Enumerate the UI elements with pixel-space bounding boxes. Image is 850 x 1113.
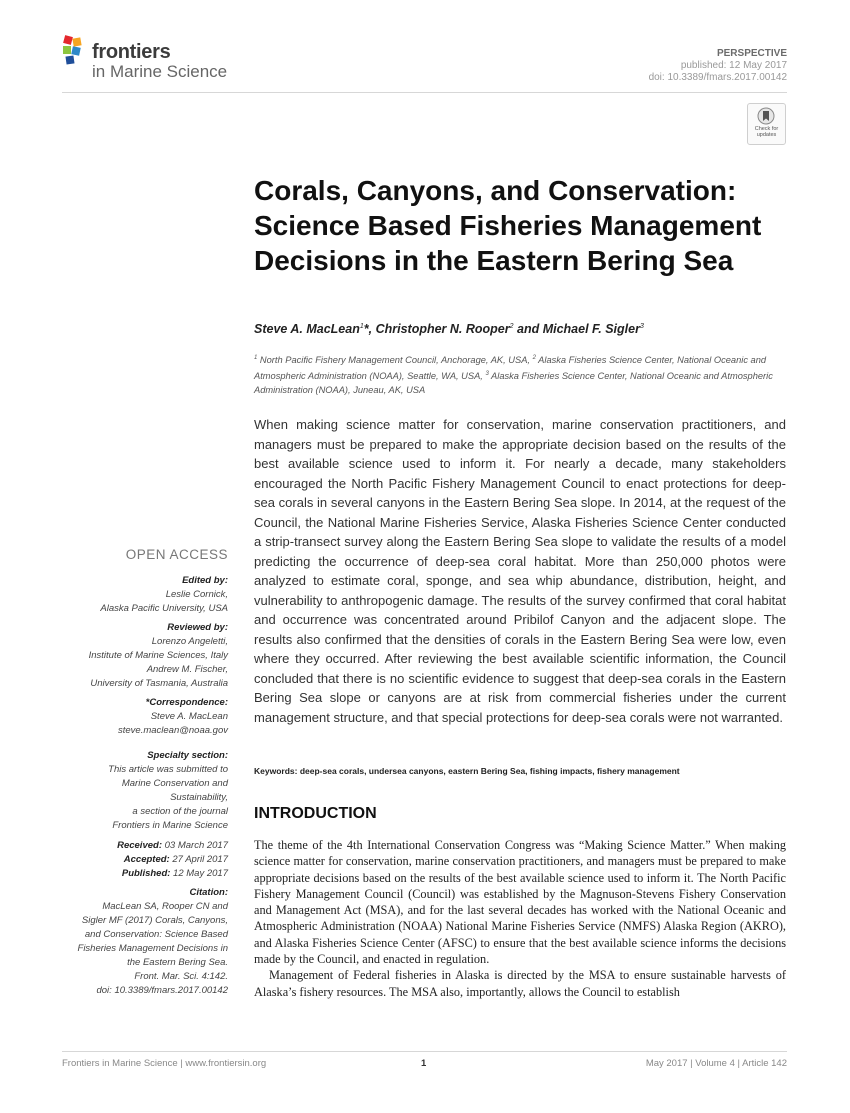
abstract: When making science matter for conservation, marine conservation practitioners, and managers must be prepared to make the appropriate decision based on the results of the best available science used to inform it. For nearly a decade, many stakeholders encouraged the North Pacific Fishery Management Council to enact protections for deep-sea corals in several canyons in the Eastern Bering Sea slope. In 2014, at the request of the Council, the National Marine Fisheries Service, Alaska Fisheries Science Center conducted a strip-transect survey along the Eastern Bering Sea slope to validate the results of a model predicting the occurrence of deep-sea coral habitat. More than 250,000 photos were analyzed to estimate coral, sponge, and sea whip abundance, distribution, height, and vulnerability to anthropogenic damage. The results of the survey confirmed that coral habitat and occurrence was concentrated around Pribilof Canyon and the adjacent slope. The results also confirmed that the densities of corals in the Eastern Bering Sea were low, even where they occurred. After reviewing the best available scientific information, the Council concluded that there is no scientific evidence to suggest that deep-sea corals in the Eastern Bering Sea slope or canyons are at risk from commercial fisheries under the current management structure, and that special protections for deep-sea corals were not warranted. (254, 417, 786, 725)
accepted-value: 27 April 2017 (169, 854, 228, 865)
affiliation-number: 2 (509, 322, 514, 330)
citation-line: and Conservation: Science Based (84, 929, 228, 940)
author-list (254, 322, 644, 336)
journal-logo[interactable] (62, 35, 262, 85)
check-updates-label: Check for updates (754, 126, 779, 138)
keywords: Keywords: deep-sea corals, undersea canyons, eastern Bering Sea, fishing impacts, fishery management (254, 766, 680, 776)
affiliations (254, 351, 794, 397)
corresponding-mark: * (363, 322, 369, 336)
check-for-updates-badge[interactable] (747, 103, 786, 145)
reviewer-line: University of Tasmania, Australia (90, 678, 228, 689)
reviewer-line: Institute of Marine Sciences, Italy (88, 650, 228, 661)
author-name[interactable]: Christopher N. Rooper (375, 322, 510, 336)
logo-journal-name: in Marine Science (92, 62, 228, 81)
author-name[interactable]: Steve A. MacLean (254, 322, 360, 336)
article-info-sidebar (58, 548, 228, 998)
reviewer-line[interactable]: Andrew M. Fischer, (146, 664, 228, 675)
received-value: 03 March 2017 (161, 840, 228, 851)
citation-line: Front. Mar. Sci. 4:142. (134, 971, 228, 982)
specialty-line: Marine Conservation and (121, 778, 228, 789)
doi-link[interactable]: doi: 10.3389/fmars.2017.00142 (648, 72, 787, 83)
citation-line: Sigler MF (2017) Corals, Canyons, (81, 915, 228, 926)
affiliation-number: 1 (359, 322, 364, 330)
footer-divider (62, 1051, 787, 1052)
header-divider (62, 92, 787, 93)
reviewer-line[interactable]: Lorenzo Angeletti, (151, 636, 228, 647)
accepted-date (58, 853, 228, 867)
bookmark-check-icon (757, 107, 775, 125)
author-separator: and (513, 322, 543, 336)
specialty-line: This article was submitted to (108, 764, 228, 775)
published-date-side (58, 867, 228, 881)
published-date: published: 12 May 2017 (680, 60, 787, 71)
published-value: 12 May 2017 (170, 868, 228, 879)
specialty-heading: Specialty section: (147, 750, 228, 761)
logo-wordmark: frontiers (92, 41, 171, 63)
author-separator: , (368, 322, 376, 336)
citation-line: MacLean SA, Rooper CN and (102, 901, 228, 912)
open-access-label: OPEN ACCESS (125, 547, 228, 562)
citation-line: the Eastern Bering Sea. (127, 957, 228, 968)
correspondence-line: Steve A. MacLean (150, 711, 228, 722)
article-meta (649, 48, 787, 84)
citation-heading: Citation: (189, 887, 228, 898)
editor-line[interactable]: Leslie Cornick, (165, 589, 228, 600)
section-heading-introduction: INTRODUCTION (254, 805, 377, 822)
specialty-line: Sustainability, (170, 792, 228, 803)
paragraph: The theme of the 4th International Conservation Congress was “Making Science Matter.” When making science matter for conservation, marine conservation practitioners, and managers must be prepared to make appropriate decisions based on the results of the best available science used to inform it. The North Pacific Fishery Management Council (Council) was established by the Magnuson-Stevens Fishery Conservation and Management Act (MSA), and for the last several decades has worked with the National Oceanic and Atmospheric Administration (NOAA) National Marine Fisheries Service (NMFS) Alaska Region (AKRO), and Alaska Fisheries Science Center (AFSC) to ensure that the best available science informs the decisions made by the Council, and enacted in regulation. (254, 838, 786, 967)
published-label: Published: (121, 868, 171, 879)
frontiers-logo-icon (62, 35, 90, 69)
received-date (58, 839, 228, 853)
author-name[interactable]: Michael F. Sigler (542, 322, 640, 336)
correspondence-heading: *Correspondence: (145, 697, 228, 708)
affiliation-text: Alaska Fisheries Science Center, National Oceanic and Atmospheric Administration (NOAA), Seattle, WA, USA, (254, 355, 767, 382)
received-label: Received: (117, 840, 162, 851)
footer-issue-info: May 2017 | Volume 4 | Article 142 (645, 1058, 787, 1069)
specialty-line: a section of the journal (132, 806, 228, 817)
article-title: Corals, Canyons, and Conservation: Science Based Fisheries Management Decisions in the Eastern Bering Sea (254, 175, 762, 276)
affiliation-number: 3 (485, 371, 489, 378)
page-number: 1 (421, 1058, 427, 1069)
footer-journal-link[interactable]: Frontiers in Marine Science | www.frontiersin.org (62, 1058, 267, 1069)
accepted-label: Accepted: (123, 854, 170, 865)
citation-doi[interactable]: doi: 10.3389/fmars.2017.00142 (96, 985, 228, 996)
introduction-body (254, 837, 786, 1000)
affiliation-number: 1 (254, 355, 258, 361)
affiliation-number: 2 (532, 355, 536, 361)
reviewed-by-heading: Reviewed by: (167, 622, 228, 633)
article-type: PERSPECTIVE (716, 48, 787, 59)
edited-by-heading: Edited by: (182, 575, 228, 586)
citation-line: Fisheries Management Decisions in (77, 943, 228, 954)
correspondence-email[interactable]: steve.maclean@noaa.gov (118, 725, 228, 736)
affiliation-text: Alaska Fisheries Science Center, National Oceanic and Atmospheric Administration (NOAA), Juneau, AK, USA (254, 371, 773, 396)
editor-line: Alaska Pacific University, USA (100, 603, 228, 614)
affiliation-text: North Pacific Fishery Management Council, Anchorage, AK, USA, (257, 355, 533, 366)
specialty-line: Frontiers in Marine Science (112, 820, 228, 831)
affiliation-number: 3 (639, 322, 644, 330)
paragraph: Management of Federal fisheries in Alaska is directed by the MSA to ensure sustainable harvests of Alaska’s fishery resources. The MSA also, importantly, allows the Council to establish (254, 968, 786, 999)
